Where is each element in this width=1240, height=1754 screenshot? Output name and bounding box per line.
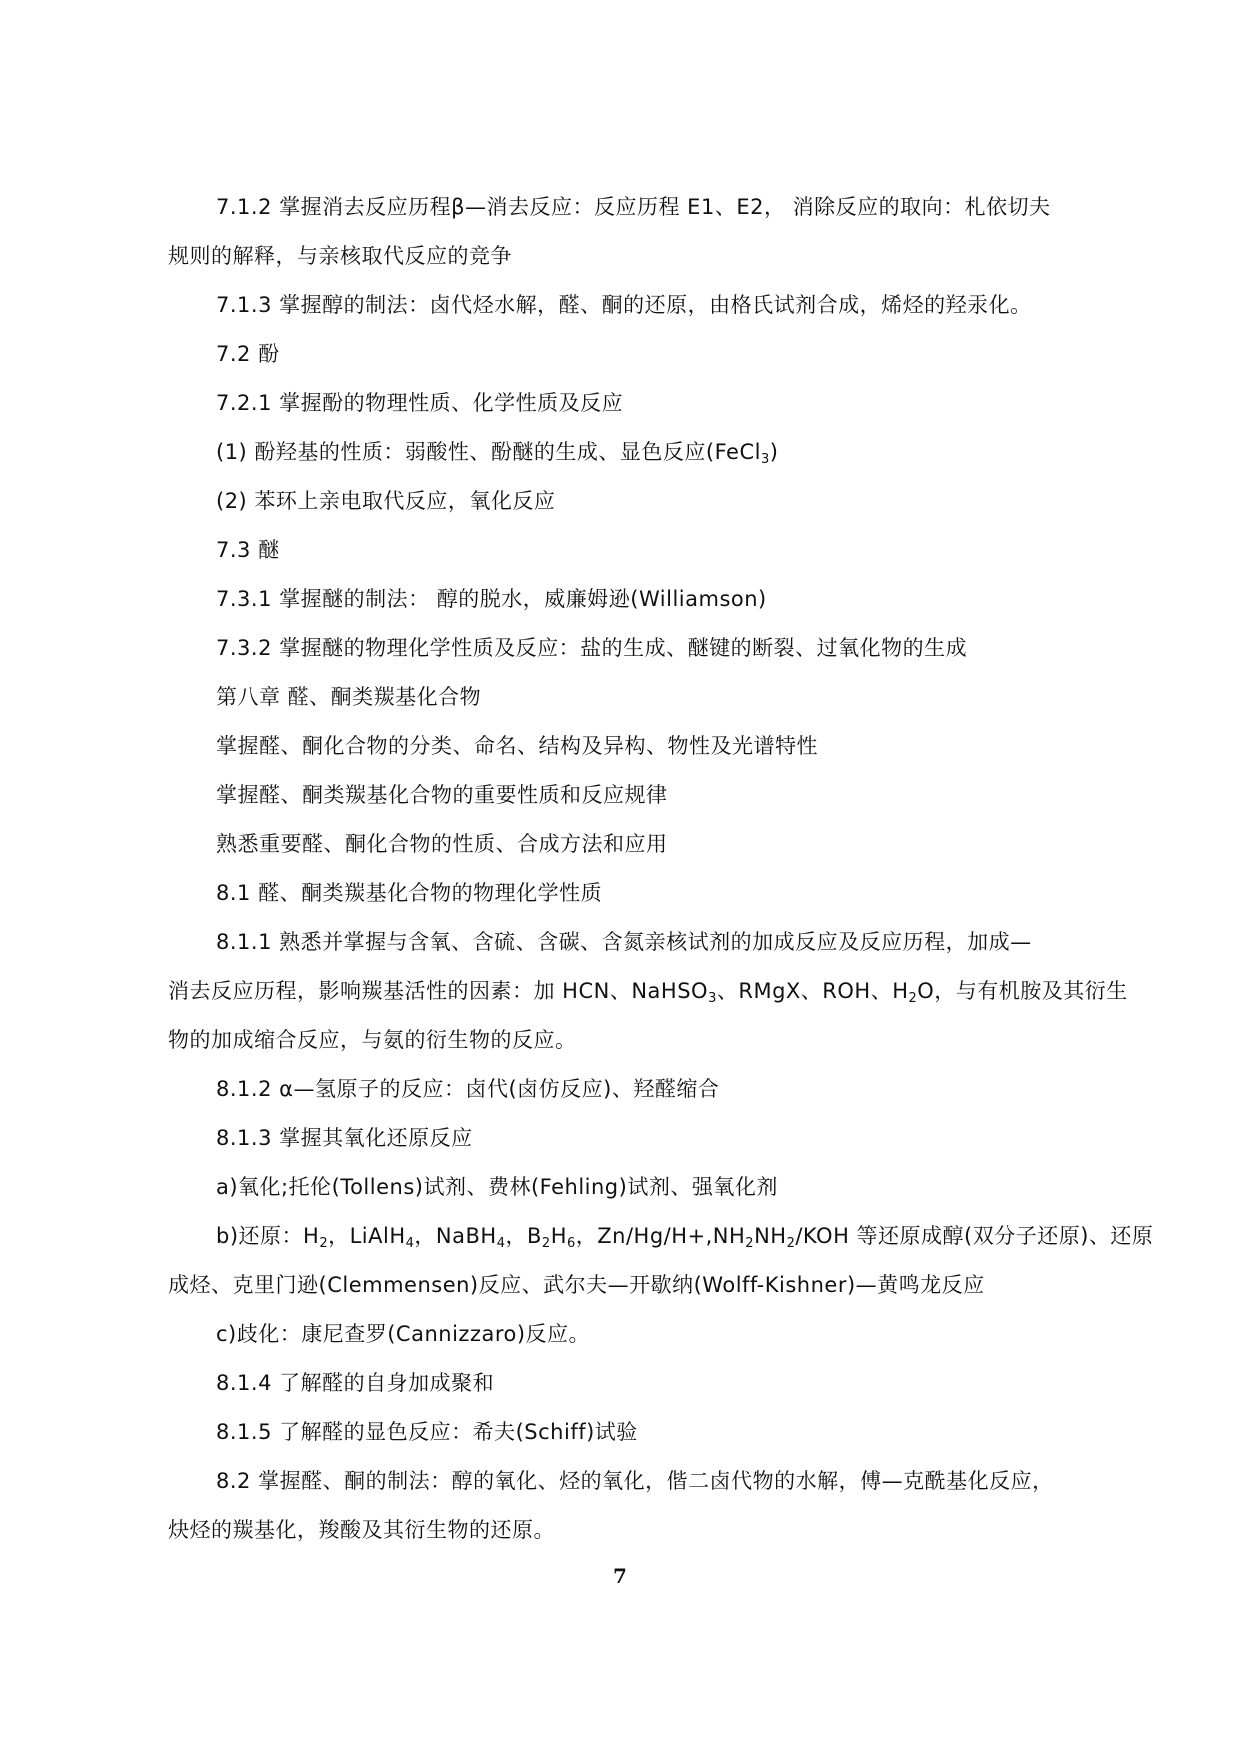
chapter-8-heading: 第八章 醛、酮类羰基化合物 xyxy=(216,685,482,709)
list-item-1 xyxy=(168,428,1068,477)
text-run: NH xyxy=(754,1224,787,1248)
subscript: 3 xyxy=(708,991,717,1006)
objective-3: 熟悉重要醛、酮化合物的性质、合成方法和应用 xyxy=(216,832,668,856)
paragraph-8-1-4: 8.1.4 了解醛的自身加成聚和 xyxy=(216,1371,495,1395)
text-run: ) xyxy=(769,440,779,464)
paragraph-7-1-2-line2: 规则的解释，与亲核取代反应的竞争 xyxy=(168,244,512,268)
objective-1: 掌握醛、酮化合物的分类、命名、结构及异构、物性及光谱特性 xyxy=(216,734,818,758)
subscript: 4 xyxy=(405,1236,415,1251)
paragraph-8-1-5: 8.1.5 了解醛的显色反应：希夫(Schiff)试验 xyxy=(216,1420,638,1444)
paragraph-7-3-1: 7.3.1 掌握醚的制法： 醇的脱水，威廉姆逊(Williamson) xyxy=(216,587,767,611)
page-number: 7 xyxy=(613,1564,627,1588)
objective-2: 掌握醛、酮类羰基化合物的重要性质和反应规律 xyxy=(216,783,668,807)
text-run: O，与有机胺及其衍生 xyxy=(917,979,1128,1003)
paragraph-7-1-3: 7.1.3 掌握醇的制法：卤代烃水解，醛、酮的还原，由格氏试剂合成，烯烃的羟汞化。 xyxy=(216,293,1032,317)
subscript: 2 xyxy=(786,1236,796,1251)
item-a-oxidation: a)氧化;托伦(Tollens)试剂、费林(Fehling)试剂、强氧化剂 xyxy=(216,1175,778,1199)
text-run: 消去反应历程，影响羰基活性的因素：加 HCN、NaHSO xyxy=(168,979,709,1003)
paragraph-8-1-1-line2 xyxy=(168,967,1128,1016)
paragraph-8-1-1-line1: 8.1.1 熟悉并掌握与含氧、含硫、含碳、含氮亲核试剂的加成反应及反应历程，加成— xyxy=(216,930,1032,954)
text-run: /KOH 等还原成醇(双分子还原)、还原 xyxy=(795,1224,1154,1248)
text-run: ，LiAlH xyxy=(328,1224,406,1248)
paragraph-7-1-2-line1: 7.1.2 掌握消去反应历程β—消去反应：反应历程 E1、E2， 消除反应的取向：札依切夫 xyxy=(216,195,1051,219)
paragraph-8-1-1-line3: 物的加成缩合反应，与氨的衍生物的反应。 xyxy=(168,1028,577,1052)
text-run: H xyxy=(550,1224,567,1248)
text-run: ，Zn/Hg/H+,NH xyxy=(575,1224,746,1248)
heading-8-1: 8.1 醛、酮类羰基化合物的物理化学性质 xyxy=(216,881,603,905)
paragraph-8-1-3: 8.1.3 掌握其氧化还原反应 xyxy=(216,1126,473,1150)
item-b-reduction-line2: 成烃、克里门逊(Clemmensen)反应、武尔夫—开歇纳(Wolff-Kishner)—黄鸣龙反应 xyxy=(168,1273,985,1297)
paragraph-8-2-line1: 8.2 掌握醛、酮的制法：醇的氧化、烃的氧化，偕二卤代物的水解，傅—克酰基化反应， xyxy=(216,1469,1054,1493)
subscript: 3 xyxy=(760,452,770,467)
subscript: 6 xyxy=(566,1236,576,1251)
heading-7-2: 7.2 酚 xyxy=(216,342,280,366)
subscript: 4 xyxy=(496,1236,506,1251)
subscript: 2 xyxy=(908,991,918,1006)
paragraph-8-2-line2: 炔烃的羰基化，羧酸及其衍生物的还原。 xyxy=(168,1518,555,1542)
text-run: 、RMgX、ROH、H xyxy=(716,979,909,1003)
document-body xyxy=(168,183,1154,1555)
text-run: ，NaBH xyxy=(414,1224,497,1248)
text-run: b)还原：H xyxy=(216,1224,320,1248)
item-c-disproportionation: c)歧化：康尼查罗(Cannizzaro)反应。 xyxy=(216,1322,591,1346)
paragraph-8-1-2: 8.1.2 α—氢原子的反应：卤代(卤仿反应)、羟醛缩合 xyxy=(216,1077,720,1101)
heading-7-3: 7.3 醚 xyxy=(216,538,280,562)
list-item-2: (2) 苯环上亲电取代反应，氧化反应 xyxy=(216,489,556,513)
text-run: ，B xyxy=(505,1224,542,1248)
subscript: 2 xyxy=(745,1236,755,1251)
text-run: (1) 酚羟基的性质：弱酸性、酚醚的生成、显色反应(FeCl xyxy=(216,440,761,464)
subscript: 2 xyxy=(541,1236,551,1251)
subscript: 2 xyxy=(319,1236,329,1251)
item-b-reduction-line1 xyxy=(168,1212,1154,1261)
paragraph-7-2-1: 7.2.1 掌握酚的物理性质、化学性质及反应 xyxy=(216,391,624,415)
paragraph-7-3-2: 7.3.2 掌握醚的物理化学性质及反应：盐的生成、醚键的断裂、过氧化物的生成 xyxy=(216,636,968,660)
